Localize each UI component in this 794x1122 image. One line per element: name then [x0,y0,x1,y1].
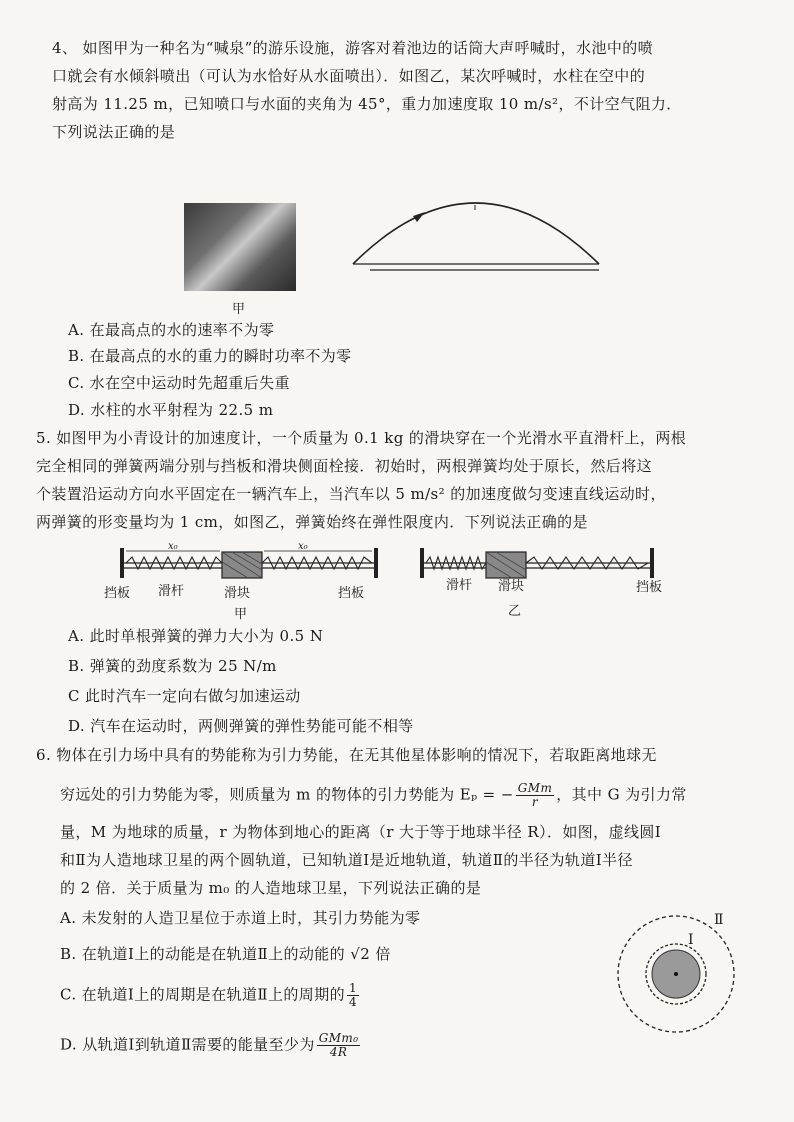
q6-option-c [60,982,361,1009]
fig-b-board-right-label: 挡板 [636,580,663,595]
q6-line-2-post: ，其中 G 为引力常 [556,785,687,804]
q6-option-b-post: 倍 [375,945,391,963]
q5-line-2: 完全相同的弹簧两端分别与挡板和滑块侧面栓接．初始时，两根弹簧均处于原长，然后将这 [36,457,653,475]
q6-option-a: A. 未发射的人造卫星位于赤道上时，其引力势能为零 [60,909,421,927]
fraction-denominator: r [531,795,539,809]
q5-line-3: 个装置沿运动方向水平固定在一辆汽车上，当汽车以 5 m/s² 的加速度做匀变速直线运动时， [36,485,666,503]
q4-option-d: D. 水柱的水平射程为 22.5 m [68,401,274,419]
q4-line-1: 4、 如图甲为一种名为“喊泉”的游乐设施，游客对着池边的话筒大声呼喊时，水池中的喷 [52,39,654,57]
q4-option-a: A. 在最高点的水的速率不为零 [68,321,275,339]
fig-a-label: 甲 [234,607,248,622]
q4-figure-label: 甲 [232,302,246,317]
q5-option-b: B. 弹簧的劲度系数为 25 N/m [68,657,277,675]
trajectory-arrow [413,212,425,222]
fraction-numerator: 1 [349,981,358,995]
left-board [420,548,424,578]
fig-a-slider-label: 滑块 [224,586,251,601]
fig-b-slider-label: 滑块 [498,579,525,594]
fountain-photo [184,203,296,291]
q6-line-1: 6. 物体在引力场中具有的势能称为引力势能，在无其他星体影响的情况下，若取距离地球无 [36,746,657,764]
q5-option-d: D. 汽车在运动时，两侧弹簧的弹性势能可能不相等 [68,717,414,735]
q4-option-b: B. 在最高点的水的重力的瞬时功率不为零 [68,347,352,365]
q6-option-d [60,1032,362,1059]
left-board [120,548,124,578]
fig-a-board-left-label: 挡板 [104,586,131,601]
q6-option-b-pre: B. 在轨道Ⅰ上的动能是在轨道Ⅱ上的动能的 [60,945,346,963]
fraction-denominator: 4R [329,1045,348,1059]
potential-energy-fraction [516,782,554,809]
fraction-denominator: 4 [349,995,358,1009]
fig-a-board-right-label: 挡板 [338,586,365,601]
water-trajectory-diagram [345,182,610,282]
q6-line-2 [60,782,687,809]
q5-option-c: C 此时汽车一定向右做匀加速运动 [68,687,301,705]
q6-option-c-pre: C. 在轨道Ⅰ上的周期是在轨道Ⅱ上的周期的 [60,985,346,1004]
sqrt-two-value: √2 [350,945,371,963]
x0-right-label: x₀ [298,541,308,552]
accelerometer-figure-a [118,544,380,584]
right-board [374,548,378,578]
q5-line-4: 两弹簧的形变量均为 1 cm，如图乙，弹簧始终在弹性限度内．下列说法正确的是 [36,513,588,531]
q6-line-3: 量，M 为地球的质量，r 为物体到地心的距离（r 大于等于地球半径 R）．如图，虚线圆Ⅰ [60,823,662,841]
q6-line-5: 的 2 倍．关于质量为 m₀ 的人造地球卫星，下列说法正确的是 [60,879,482,897]
x0-left-label: x₀ [168,541,178,552]
trajectory-arc [353,203,599,264]
q5-option-a: A. 此时单根弹簧的弹力大小为 0.5 N [68,627,324,645]
q4-line-2: 口就会有水倾斜喷出（可认为水恰好从水面喷出）．如图乙，某次呼喊时，水柱在空中的 [52,67,646,85]
fraction-numerator: GMm [517,781,553,795]
period-ratio-fraction [347,982,359,1009]
fraction-numerator: GMm₀ [318,1031,359,1045]
fig-a-rod-label: 滑杆 [158,584,185,599]
orbit-1-label: Ⅰ [688,932,694,948]
q6-option-d-pre: D. 从轨道Ⅰ到轨道Ⅱ需要的能量至少为 [60,1035,315,1054]
q6-line-2-pre: 穷远处的引力势能为零，则质量为 m 的物体的引力势能为 Eₚ = − [60,785,514,804]
fig-b-rod-label: 滑杆 [446,578,473,593]
q4-line-3: 射高为 11.25 m，已知喷口与水面的夹角为 45°，重力加速度取 10 m/s²，不计空气阻力． [52,95,682,113]
q5-line-1: 5. 如图甲为小青设计的加速度计，一个质量为 0.1 kg 的滑块穿在一个光滑水平直滑杆上，两根 [36,429,687,447]
orbit-diagram [608,910,758,1040]
orbit-2-label: Ⅱ [714,912,724,928]
energy-fraction [317,1032,361,1059]
q4-option-c: C. 水在空中运动时先超重后失重 [68,374,290,392]
fig-b-label: 乙 [508,604,522,619]
q4-line-4: 下列说法正确的是 [52,123,176,141]
earth-center-dot [674,972,678,976]
right-board [650,548,654,578]
q6-option-b [60,944,391,964]
q6-line-4: 和Ⅱ为人造地球卫星的两个圆轨道，已知轨道Ⅰ是近地轨道，轨道Ⅱ的半径为轨道Ⅰ半径 [60,851,633,869]
